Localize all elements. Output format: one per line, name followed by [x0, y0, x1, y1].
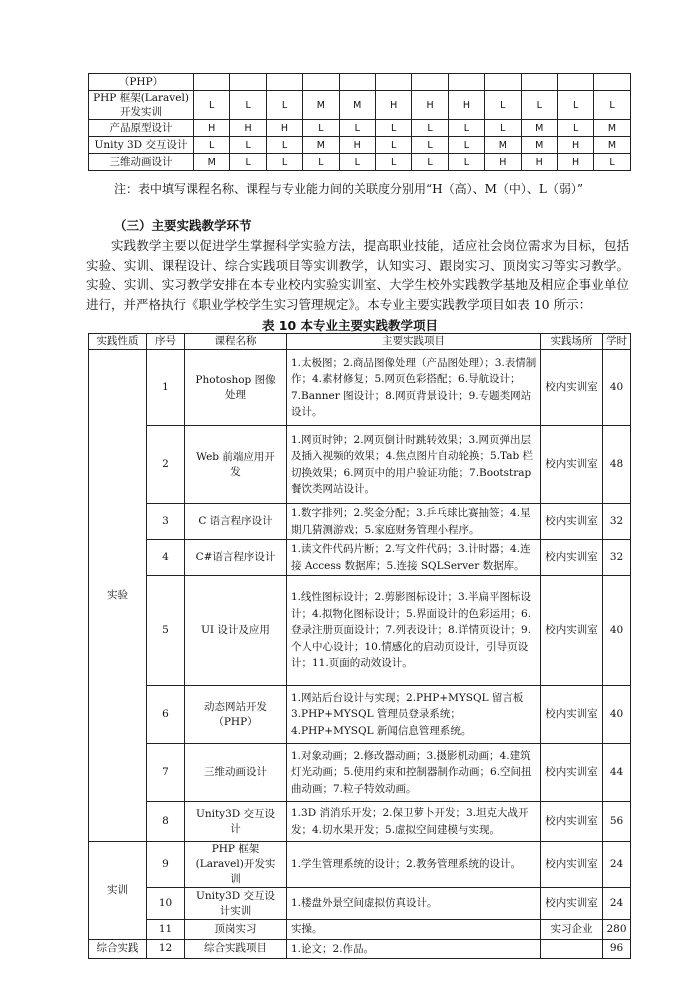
matrix-level-cell: H [375, 91, 411, 120]
class-hours: 24 [603, 888, 631, 920]
matrix-level-cell: H [230, 120, 266, 137]
practice-place: 实习企业 [541, 920, 603, 940]
course-name: UI 设计及应用 [185, 576, 287, 686]
class-hours: 24 [603, 842, 631, 888]
table-row [89, 350, 631, 426]
row-number: 5 [147, 576, 185, 686]
matrix-level-cell [375, 74, 411, 91]
course-name: Unity3D 交互设计实训 [185, 888, 287, 920]
matrix-level-cell [594, 74, 630, 91]
table-row [89, 842, 631, 888]
row-number: 1 [147, 350, 185, 426]
course-name: Web 前端应用开发 [185, 426, 287, 504]
matrix-level-cell: L [412, 137, 448, 154]
practice-items: 实操。 [287, 920, 541, 940]
group-comprehensive: 综合实践 [89, 939, 147, 959]
matrix-level-cell [303, 74, 339, 91]
matrix-level-cell: L [194, 91, 230, 120]
matrix-level-cell: L [521, 91, 557, 120]
matrix-level-cell: H [557, 137, 593, 154]
header-type: 实践性质 [89, 334, 147, 350]
matrix-level-cell: L [412, 120, 448, 137]
matrix-level-cell: M [485, 137, 521, 154]
matrix-row [89, 120, 631, 137]
row-number: 6 [147, 686, 185, 744]
matrix-level-cell [448, 74, 484, 91]
table-row [89, 939, 631, 959]
row-number: 9 [147, 842, 185, 888]
matrix-level-cell: M [339, 91, 375, 120]
class-hours: 48 [603, 426, 631, 504]
practice-place: 校内实训室 [541, 888, 603, 920]
matrix-level-cell: M [194, 154, 230, 171]
matrix-level-cell: L [194, 137, 230, 154]
header-place: 实践场所 [541, 334, 603, 350]
table-caption: 表 10 本专业主要实践教学项目 [261, 318, 439, 333]
matrix-level-cell [230, 74, 266, 91]
practice-items: 1.网站后台设计与实现；2.PHP+MYSQL 留言板3.PHP+MYSQL 管理员登录系统；4.PHP+MYSQL 新闻信息管理系统。 [287, 686, 541, 744]
matrix-level-cell [557, 74, 593, 91]
row-number: 10 [147, 888, 185, 920]
matrix-level-cell: L [230, 137, 266, 154]
section-heading: （三）主要实践教学环节 [114, 218, 252, 233]
table-row [89, 888, 631, 920]
matrix-level-cell: M [594, 120, 630, 137]
course-name: C#语言程序设计 [185, 540, 287, 576]
practice-place: 校内实训室 [541, 842, 603, 888]
matrix-course-name: 三维动画设计 [89, 154, 194, 171]
practice-items: 1.对象动画；2.修改器动画；3.摄影机动画；4.建筑灯光动画；5.使用约束和控制器制作动画；6.空间扭曲动画；7.粒子特效动画。 [287, 744, 541, 802]
matrix-course-name: （PHP） [89, 74, 194, 91]
class-hours: 56 [603, 802, 631, 842]
matrix-level-cell: H [194, 120, 230, 137]
row-number: 11 [147, 920, 185, 940]
class-hours: 32 [603, 540, 631, 576]
matrix-course-name: Unity 3D 交互设计 [89, 137, 194, 154]
course-name: 综合实践项目 [185, 939, 287, 959]
matrix-level-cell: L [448, 154, 484, 171]
class-hours: 44 [603, 744, 631, 802]
matrix-row [89, 137, 631, 154]
matrix-level-cell: H [485, 154, 521, 171]
row-number: 7 [147, 744, 185, 802]
matrix-level-cell: H [448, 91, 484, 120]
matrix-course-name: 产品原型设计 [89, 120, 194, 137]
class-hours: 280 [603, 920, 631, 940]
table-row [89, 426, 631, 504]
class-hours: 40 [603, 350, 631, 426]
matrix-level-cell [266, 74, 302, 91]
table-row [89, 540, 631, 576]
row-number: 4 [147, 540, 185, 576]
matrix-level-cell: M [521, 120, 557, 137]
table-row [89, 744, 631, 802]
matrix-level-cell: H [266, 120, 302, 137]
matrix-level-cell: M [521, 137, 557, 154]
header-course: 课程名称 [185, 334, 287, 350]
header-no: 序号 [147, 334, 185, 350]
practice-items: 1.学生管理系统的设计；2.教务管理系统的设计。 [287, 842, 541, 888]
matrix-level-cell: L [485, 120, 521, 137]
matrix-row [89, 91, 631, 120]
matrix-level-cell: H [557, 154, 593, 171]
matrix-level-cell: L [230, 154, 266, 171]
matrix-level-cell [339, 74, 375, 91]
matrix-level-cell [521, 74, 557, 91]
matrix-level-cell: H [339, 137, 375, 154]
matrix-level-cell: L [230, 91, 266, 120]
course-name: Photoshop 图像处理 [185, 350, 287, 426]
course-name: 三维动画设计 [185, 744, 287, 802]
header-hours: 学时 [603, 334, 631, 350]
row-number: 3 [147, 504, 185, 540]
practice-place: 校内实训室 [541, 744, 603, 802]
matrix-level-cell: L [303, 120, 339, 137]
practice-place: 校内实训室 [541, 350, 603, 426]
practice-place: 校内实训室 [541, 576, 603, 686]
matrix-level-cell: L [448, 137, 484, 154]
table-header-row [89, 334, 631, 350]
row-number: 12 [147, 939, 185, 959]
class-hours: 96 [603, 939, 631, 959]
header-items: 主要实践项目 [287, 334, 541, 350]
matrix-level-cell: M [303, 137, 339, 154]
matrix-level-cell: L [557, 120, 593, 137]
course-name: Unity3D 交互设计 [185, 802, 287, 842]
course-name: 顶岗实习 [185, 920, 287, 940]
matrix-level-cell: L [485, 91, 521, 120]
matrix-row [89, 74, 631, 91]
matrix-level-cell: L [339, 120, 375, 137]
practice-items: 1.网页时钟；2.网页倒计时跳转效果；3.网页弹出层及插入视频的效果；4.焦点图片自动轮换；5.Tab 栏切换效果；6.网页中的用户验证功能；7.Bootstrap 餐饮类网站设计。 [287, 426, 541, 504]
row-number: 8 [147, 802, 185, 842]
matrix-row [89, 154, 631, 171]
matrix-level-cell [194, 74, 230, 91]
course-name: 动态网站开发（PHP） [185, 686, 287, 744]
practice-table [88, 333, 631, 959]
practice-items: 1.数字排列；2.奖金分配；3.乒乓球比赛抽签；4.星期几猜测游戏；5.家庭财务管理小程序。 [287, 504, 541, 540]
table-row [89, 504, 631, 540]
row-number: 2 [147, 426, 185, 504]
table-row [89, 686, 631, 744]
practice-items: 1.3D 消消乐开发；2.保卫萝卜开发；3.坦克大战开发；4.切水果开发；5.虚拟空间建模与实现。 [287, 802, 541, 842]
course-name: C 语言程序设计 [185, 504, 287, 540]
matrix-course-name: PHP 框架(Laravel)开发实训 [89, 91, 194, 120]
matrix-level-cell: L [594, 91, 630, 120]
practice-items: 1.楼盘外景空间虚拟仿真设计。 [287, 888, 541, 920]
class-hours: 40 [603, 576, 631, 686]
matrix-level-cell: M [594, 137, 630, 154]
practice-place: 校内实训室 [541, 426, 603, 504]
practice-place [541, 939, 603, 959]
course-name: PHP 框架(Laravel)开发实训 [185, 842, 287, 888]
matrix-level-cell [412, 74, 448, 91]
group-training: 实训 [89, 842, 147, 940]
practice-place: 校内实训室 [541, 504, 603, 540]
class-hours: 40 [603, 686, 631, 744]
matrix-level-cell: L [375, 154, 411, 171]
matrix-level-cell: L [266, 154, 302, 171]
matrix-level-cell [485, 74, 521, 91]
matrix-level-cell: L [339, 154, 375, 171]
table-row [89, 802, 631, 842]
practice-items: 1.论文；2.作品。 [287, 939, 541, 959]
matrix-level-cell: L [303, 154, 339, 171]
practice-items: 1.线性图标设计；2.剪影图标设计；3.半扁平图标设计；4.拟物化图标设计；5.界面设计的色彩运用；6.登录注册页面设计；7.列表设计；8.详情页设计；9.个人中心设计；10.情感化的启动页设计，引导页设计；11.页面的动效设计。 [287, 576, 541, 686]
matrix-level-cell: L [375, 120, 411, 137]
matrix-level-cell: L [266, 91, 302, 120]
matrix-level-cell: M [303, 91, 339, 120]
matrix-level-cell: H [412, 91, 448, 120]
matrix-level-cell: L [594, 154, 630, 171]
matrix-level-cell: L [557, 91, 593, 120]
practice-items: 1.太极图；2.商品图像处理（产品图处理）；3.表情制作；4.素材修复；5.网页色彩搭配；6.导航设计；7.Banner 图设计；8.网页背景设计；9.专题类网站设计。 [287, 350, 541, 426]
matrix-level-cell: L [448, 120, 484, 137]
capability-matrix [88, 73, 631, 171]
class-hours: 32 [603, 504, 631, 540]
table-row [89, 920, 631, 940]
matrix-note: 注：表中填写课程名称、课程与专业能力间的关联度分别用“H（高）、M（中）、L（弱）” [114, 182, 583, 196]
matrix-level-cell: L [412, 154, 448, 171]
practice-items: 1.读文件代码片断；2.写文件代码；3.计时器；4.连接 Access 数据库；5.连接 SQLServer 数据库。 [287, 540, 541, 576]
group-experiment: 实验 [89, 350, 147, 842]
table-row [89, 576, 631, 686]
matrix-level-cell: L [266, 137, 302, 154]
matrix-level-cell: L [375, 137, 411, 154]
body-paragraph: 实践教学主要以促进学生掌握科学实验方法，提高职业技能，适应社会岗位需求为目标，包括实验、实训、课程设计、综合实践项目等实训教学，认知实习、跟岗实习、顶岗实习等实习教学。实验、实训、实习教学安排在本专业校内实验实训室、大学生校外实践教学基地及相应企事业单位进行，并严格执行《职业学校学生实习管理规定》。本专业主要实践教学项目如表 10 所示： [86, 238, 629, 312]
practice-place: 校内实训室 [541, 802, 603, 842]
practice-place: 校内实训室 [541, 540, 603, 576]
practice-place: 校内实训室 [541, 686, 603, 744]
matrix-level-cell: H [521, 154, 557, 171]
